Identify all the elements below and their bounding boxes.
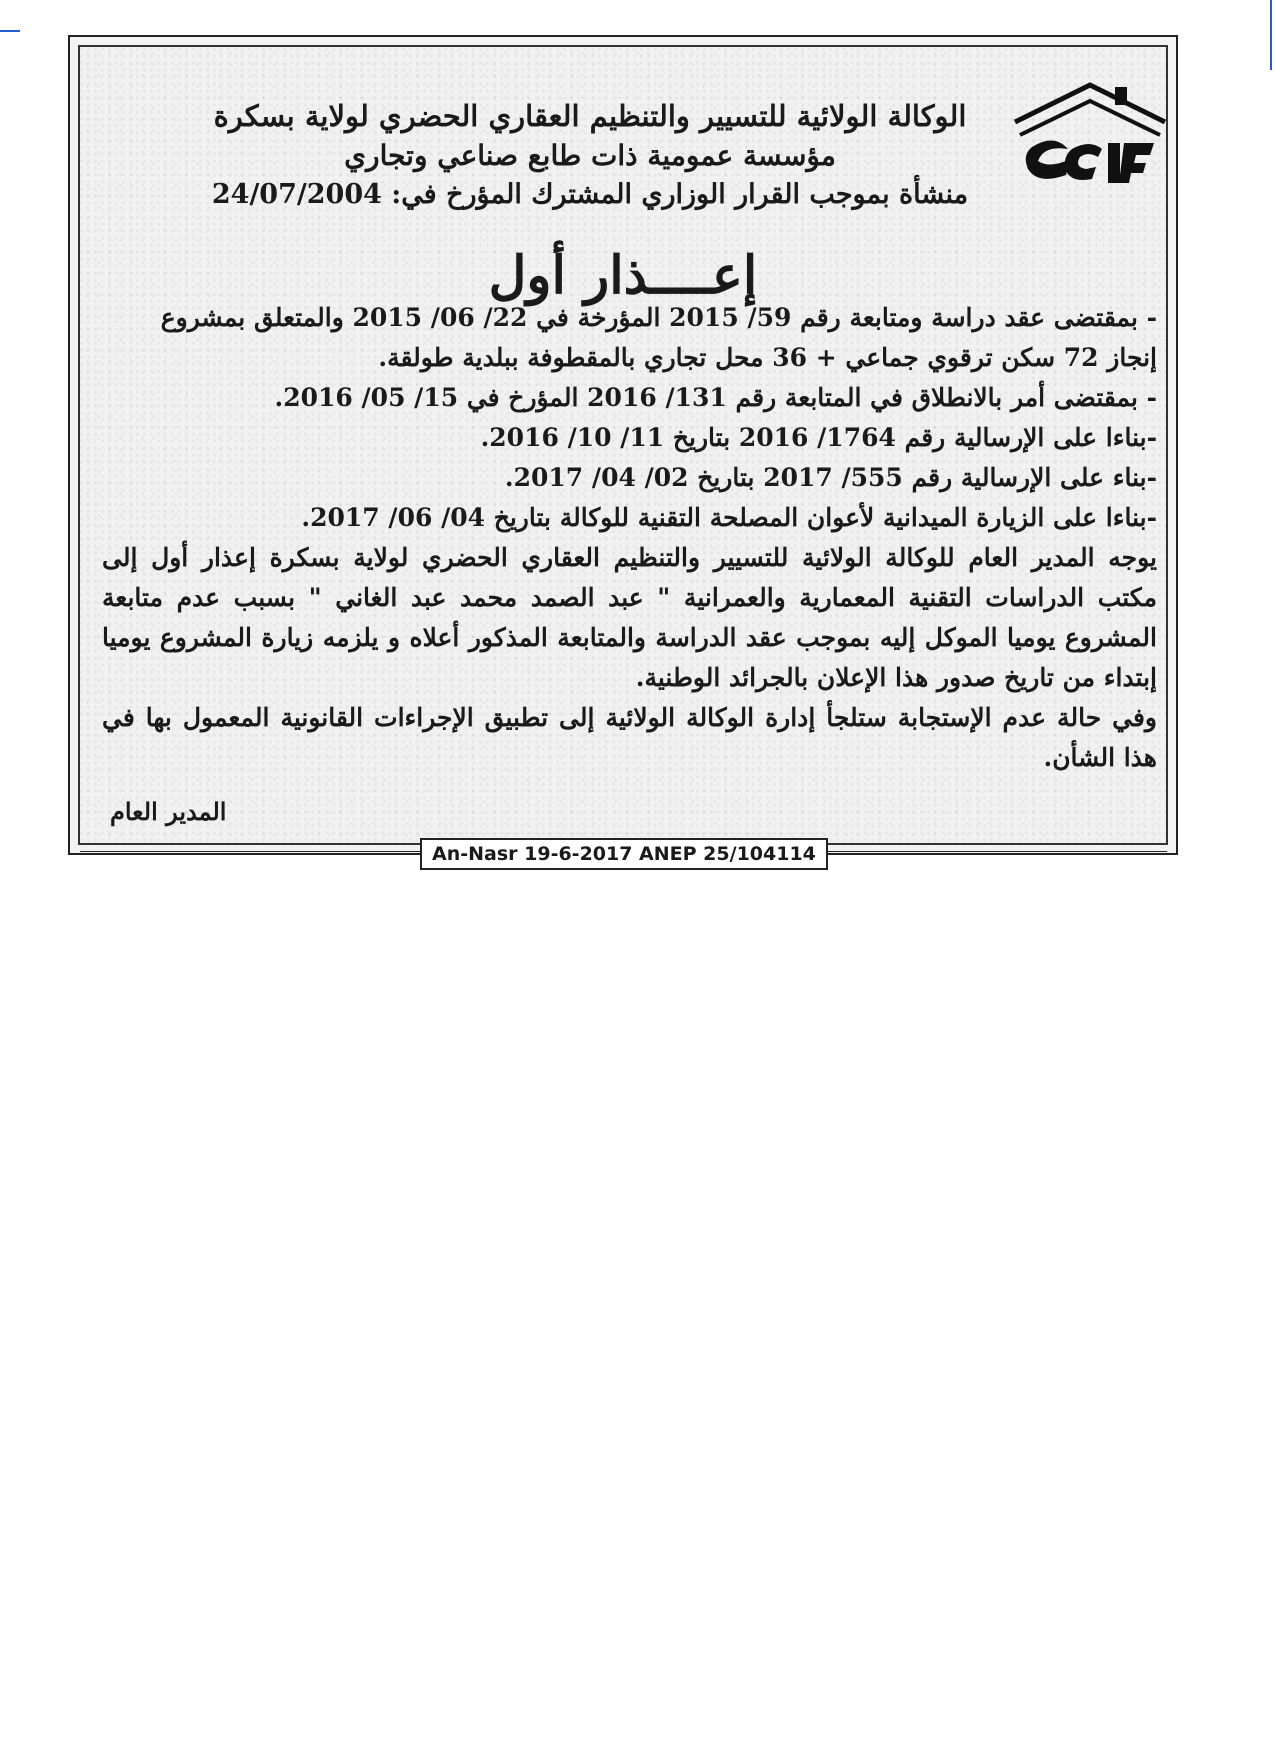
notice-body [102, 298, 1157, 778]
agency-name: الوكالة الولائية للتسيير والتنظيم العقاري الحضري لولاية بسكرة [213, 99, 967, 133]
scan-edge-mark [1270, 0, 1272, 70]
signature: المدير العام [110, 797, 227, 826]
notice-line: -بناءا على الزيارة الميدانية لأعوان المصلحة التقنية للوكالة بتاريخ 04/ 06/ 2017. [301, 503, 1157, 532]
agency-type: مؤسسة عمومية ذات طابع صناعي وتجاري [344, 139, 836, 172]
notice-paragraph: وفي حالة عدم الإستجابة ستلجأ إدارة الوكالة الولائية إلى تطبيق الإجراءات القانونية المعمول بها في هذا الشأن. [102, 703, 1157, 772]
notice-line: -بناء على الإرسالية رقم 555/ 2017 بتاريخ 02/ 04/ 2017. [504, 463, 1157, 492]
agency-house-logo-icon [1010, 77, 1170, 187]
footer-rule-left [80, 851, 420, 854]
notice-line: - بمقتضى أمر بالانطلاق في المتابعة رقم 131/ 2016 المؤرخ في 15/ 05/ 2016. [274, 383, 1157, 412]
notice-line: إنجاز 72 سكن ترقوي جماعي + 36 محل تجاري بالمقطوفة ببلدية طولقة. [378, 343, 1157, 372]
footer-rule-right [792, 851, 1167, 854]
scan-edge-mark [0, 30, 20, 32]
notice-line: - بمقتضى عقد دراسة ومتابعة رقم 59/ 2015 المؤرخة في 22/ 06/ 2015 والمتعلق بمشروع [160, 303, 1157, 332]
newspaper-notice [68, 35, 1178, 865]
publication-reference: An-Nasr 19-6-2017 ANEP 25/104114 [420, 838, 828, 870]
notice-paragraph: يوجه المدير العام للوكالة الولائية للتسيير والتنظيم العقاري الحضري لولاية بسكرة إعذار أول إلى مكتب الدراسات التقنية المعمارية والعمرانية " عبد الصمد محمد عبد الغاني " بسبب عدم متابعة المشروع يوميا الموكل إليه بموجب عقد الدراسة والمتابعة المذكور أعلاه و يلزمه زيارة المشروع يوميا إبتداء من تاريخ صدور هذا الإعلان بالجرائد الوطنية. [102, 543, 1157, 692]
notice-title: إعــــذار أول [488, 245, 758, 306]
notice-line: -بناءا على الإرسالية رقم 1764/ 2016 بتاريخ 11/ 10/ 2016. [480, 423, 1157, 452]
agency-decree: منشأة بموجب القرار الوزاري المشترك المؤرخ في: 24/07/2004 [211, 179, 969, 210]
